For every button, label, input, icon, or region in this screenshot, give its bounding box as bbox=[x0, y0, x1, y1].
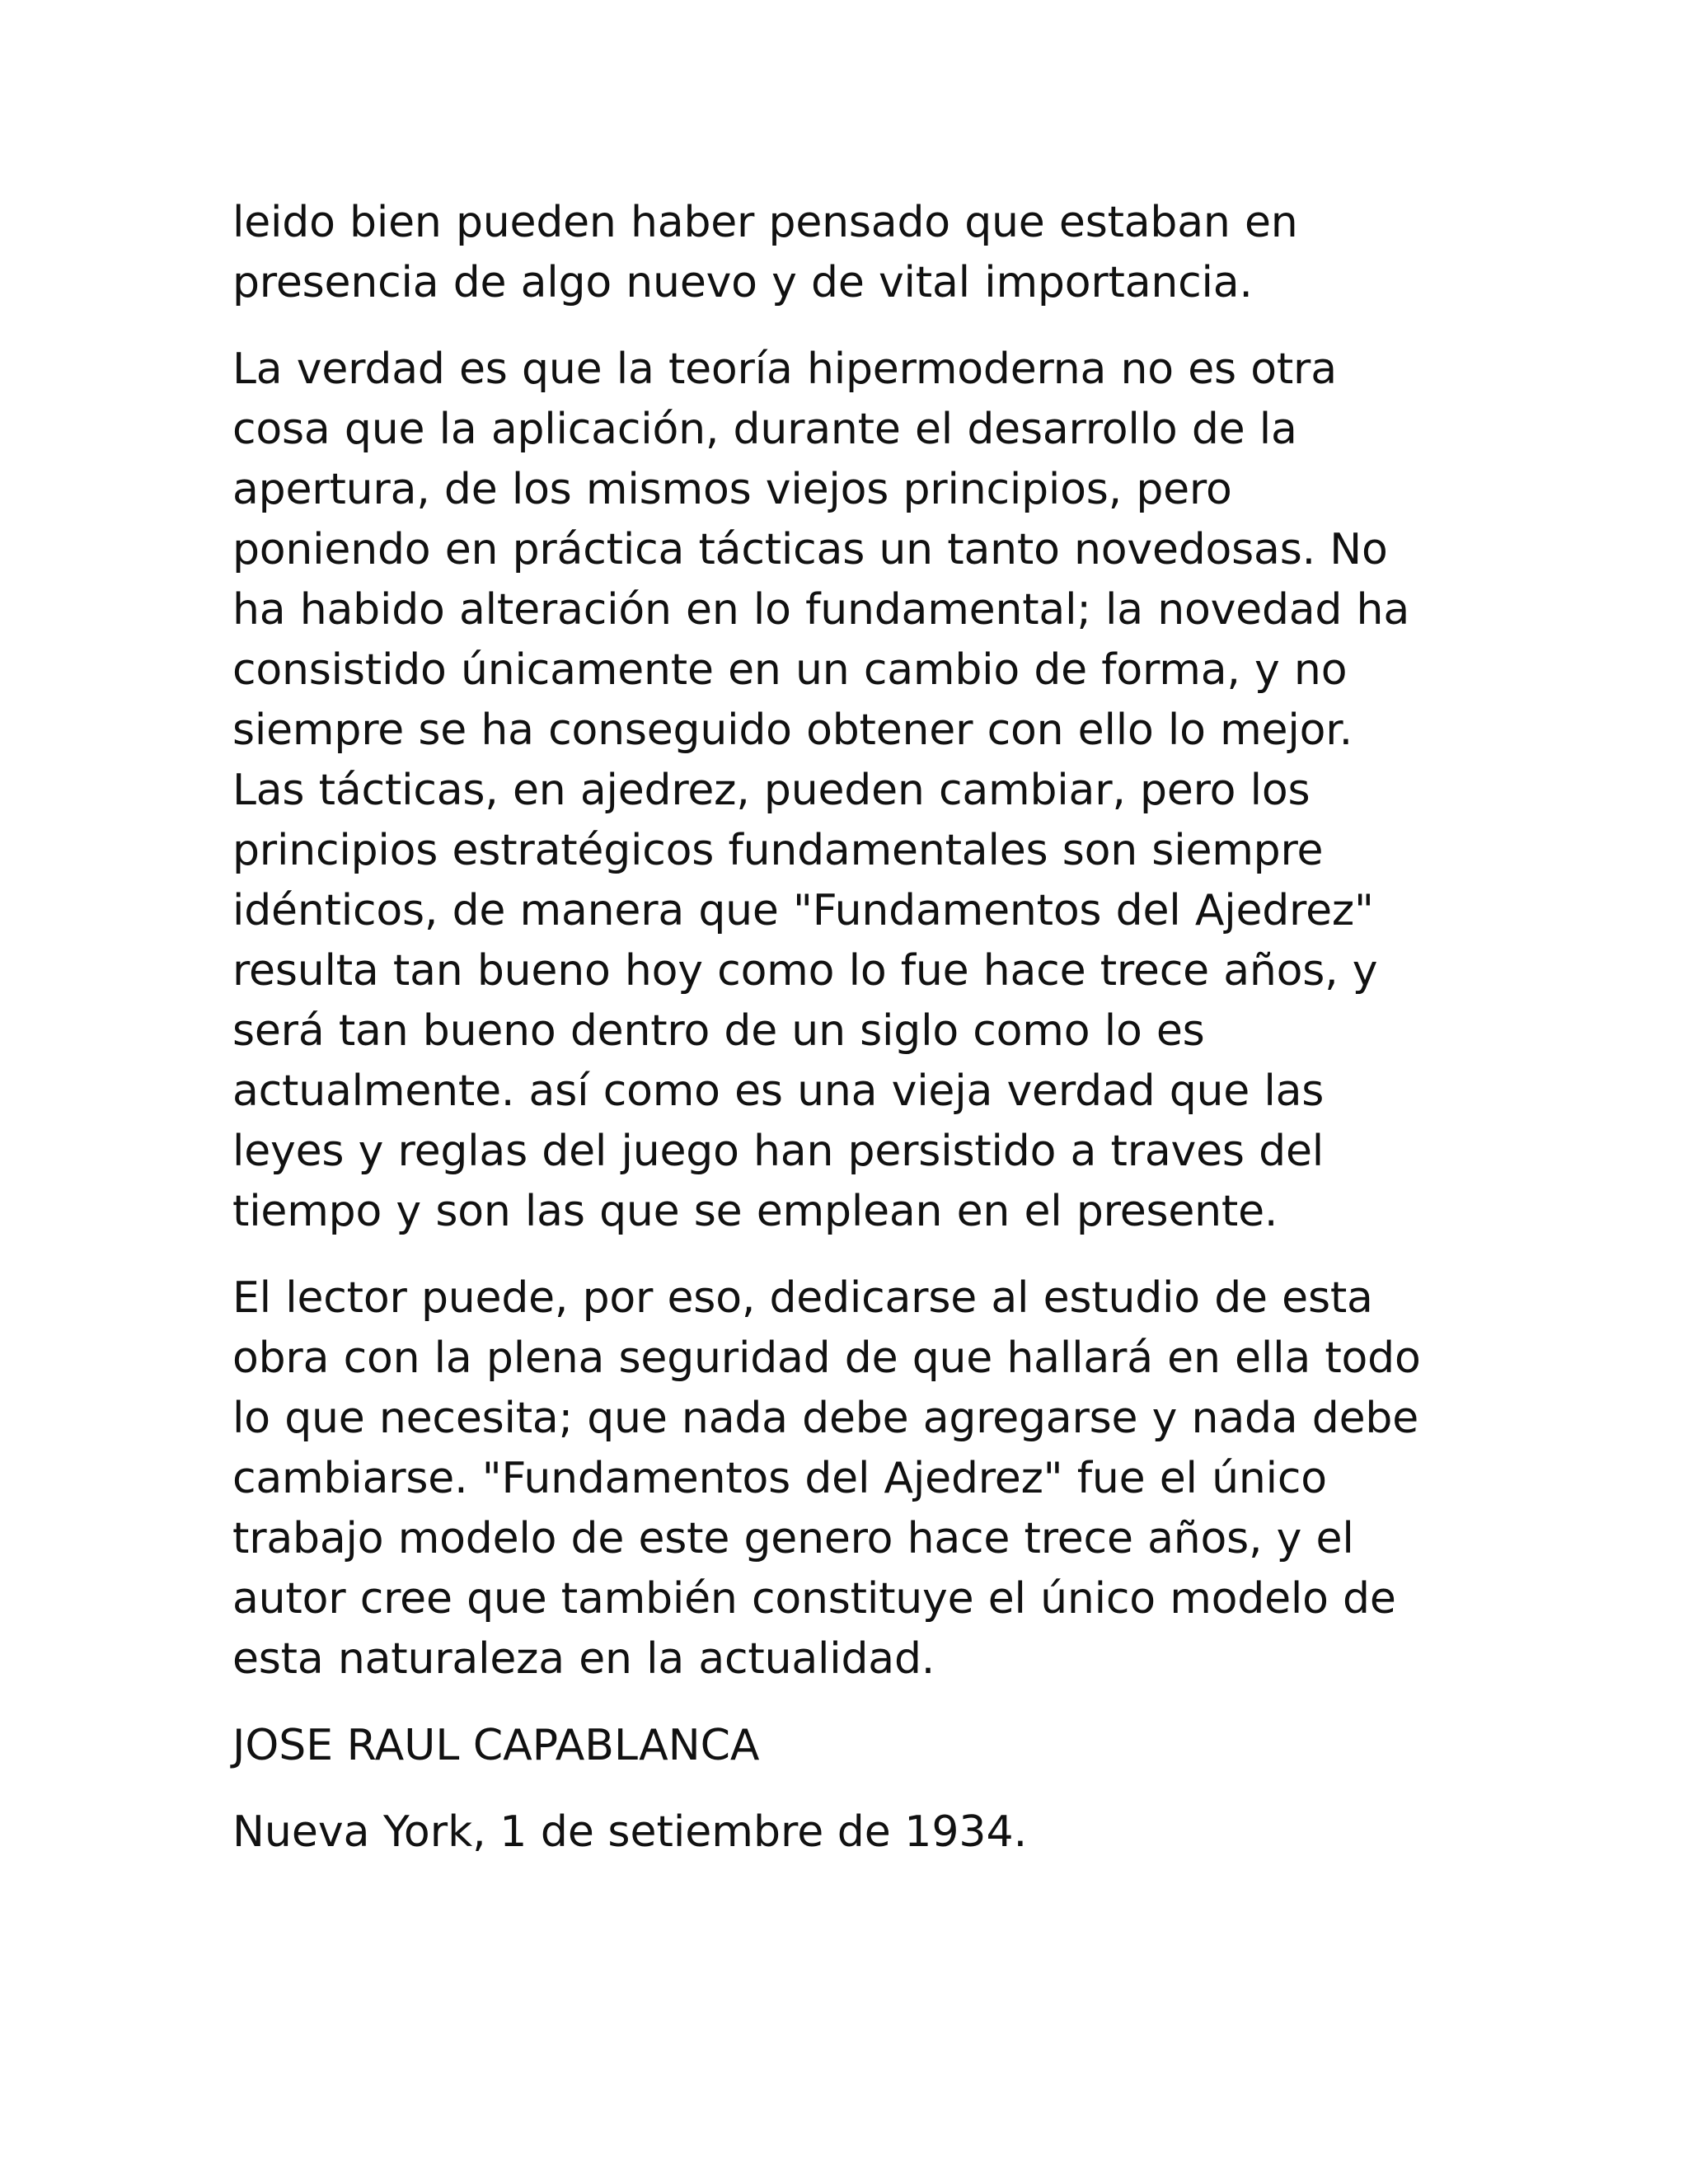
paragraph-line: tiempo y son las que se emplean en el presente. bbox=[232, 1187, 1278, 1236]
paragraph-line: esta naturaleza en la actualidad. bbox=[232, 1634, 935, 1684]
paragraph-line: El lector puede, por eso, dedicarse al estudio de esta bbox=[232, 1273, 1373, 1323]
paragraph-line: presencia de algo nuevo y de vital importancia. bbox=[232, 258, 1253, 307]
paragraph-line: será tan bueno dentro de un siglo como lo es bbox=[232, 1006, 1205, 1056]
paragraph-line: lo que necesita; que nada debe agregarse y nada debe bbox=[232, 1394, 1418, 1443]
paragraph-line: Las tácticas, en ajedrez, pueden cambiar, pero los bbox=[232, 766, 1311, 815]
paragraph-line: La verdad es que la teoría hipermoderna no es otra bbox=[232, 344, 1337, 394]
paragraph-line: leyes y reglas del juego han persistido a traves del bbox=[232, 1127, 1324, 1176]
paragraph-line: poniendo en práctica tácticas un tanto novedosas. No bbox=[232, 525, 1388, 574]
author-signature: JOSE RAUL CAPABLANCA bbox=[232, 1721, 760, 1770]
paragraph-line: leido bien pueden haber pensado que estaban en bbox=[232, 198, 1298, 247]
paragraph-3 bbox=[232, 1268, 1452, 1690]
paragraph-2 bbox=[232, 340, 1452, 1242]
paragraph-line: ha habido alteración en lo fundamental; la novedad ha bbox=[232, 585, 1409, 635]
paragraph-line: trabajo modelo de este genero hace trece años, y el bbox=[232, 1514, 1354, 1563]
dateline: Nueva York, 1 de setiembre de 1934. bbox=[232, 1807, 1028, 1857]
paragraph-line: principios estratégicos fundamentales son siempre bbox=[232, 826, 1324, 875]
paragraph-line: resulta tan bueno hoy como lo fue hace trece años, y bbox=[232, 946, 1378, 996]
paragraph-line: siempre se ha conseguido obtener con ello lo mejor. bbox=[232, 705, 1353, 755]
paragraph-line: idénticos, de manera que "Fundamentos del Ajedrez" bbox=[232, 886, 1374, 935]
paragraph-line: actualmente. así como es una vieja verdad que las bbox=[232, 1066, 1325, 1116]
paragraph-line: autor cree que también constituye el único modelo de bbox=[232, 1574, 1396, 1624]
paragraph-line: obra con la plena seguridad de que hallará en ella todo bbox=[232, 1333, 1421, 1383]
text-column bbox=[232, 193, 1452, 1863]
paragraph-line: cosa que la aplicación, durante el desarrollo de la bbox=[232, 405, 1297, 454]
paragraph-1 bbox=[232, 193, 1452, 313]
paragraph-line: cambiarse. "Fundamentos del Ajedrez" fue el único bbox=[232, 1454, 1327, 1503]
paragraph-line: apertura, de los mismos viejos principios, pero bbox=[232, 465, 1232, 514]
paragraph-line: consistido únicamente en un cambio de forma, y no bbox=[232, 645, 1348, 695]
